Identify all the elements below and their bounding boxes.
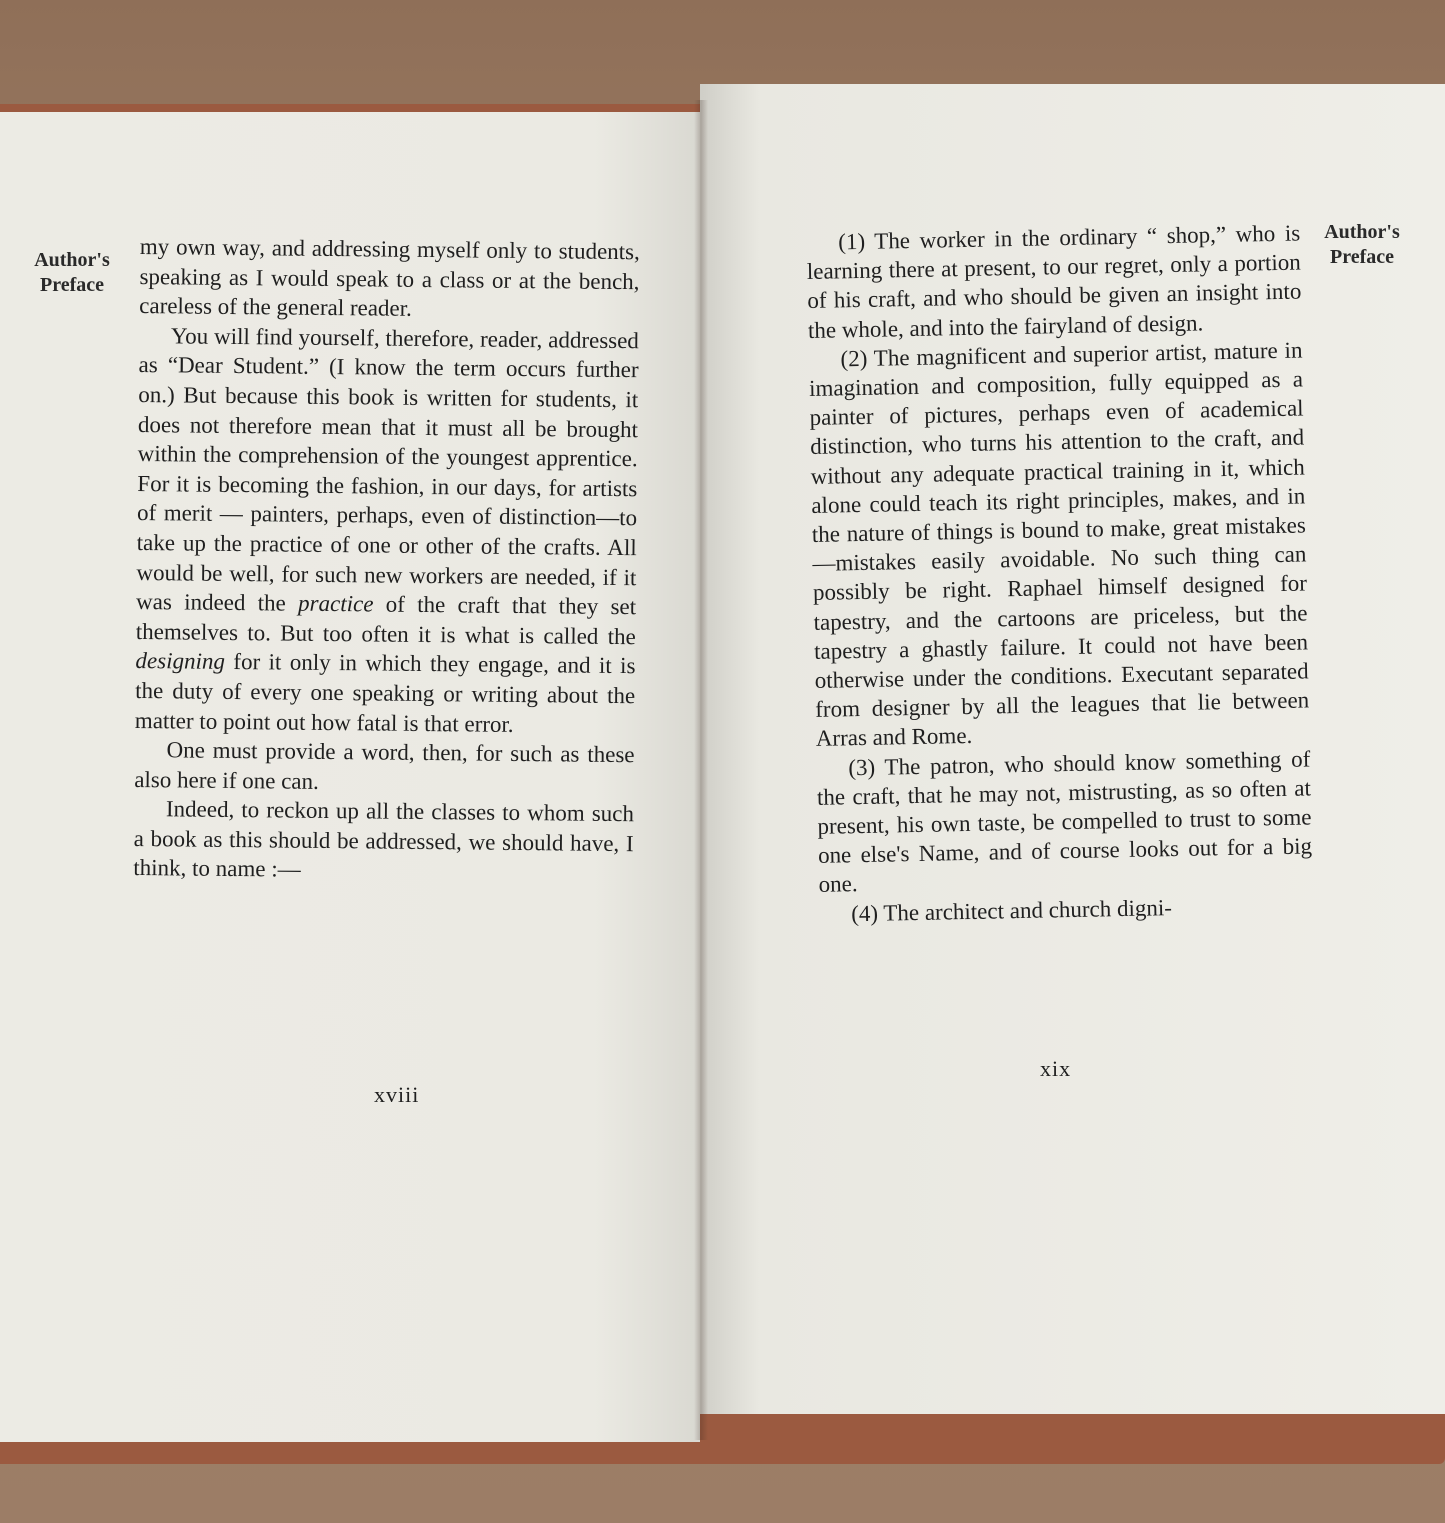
margin-note-line: Preface (39, 274, 105, 296)
margin-note-line: Author's (34, 249, 110, 271)
right-margin-note (1314, 220, 1410, 270)
paragraph-part: You will find yourself, therefore, reader, addressed as “Dear Student.” (I know the term occurs further on.) But because this book is written for students, it does not therefore mean that it must all be brought within the comprehension of the youngest apprentice. For it is becoming the fashion, in our days, for artists of merit — painters, perhaps, even of distinction—to take up the practice of one or other of the crafts. All would be well, for such new workers are needed, if it was indeed the (135, 323, 640, 616)
paragraph (135, 321, 639, 741)
margin-note-line: Author's (1324, 221, 1400, 243)
paragraph-part: of the craft that they set themselves to. But too often it is what is called the (135, 591, 637, 649)
paragraph: my own way, and addressing myself only to students, speaking as I would speak to a class or at the bench, careless of the general reader. (139, 233, 640, 322)
right-page-text (806, 219, 1313, 929)
paragraph: (4) The architect and church digni- (850, 894, 1173, 926)
book-gutter (694, 100, 708, 1440)
paragraph: (1) The worker in the ordinary “ shop,” who is learning there at present, to our regret, only a portion of his craft, and who should be given an insight into the whole, and into the fairyland of design. (806, 220, 1302, 343)
page-number-left: xviii (374, 1082, 420, 1107)
left-margin-note (24, 248, 120, 298)
page-number-right: xix (1040, 1056, 1072, 1081)
paragraph: Indeed, to reckon up all the classes to whom such a book as this should be addressed, we should have, I think, to name :— (133, 796, 635, 883)
italic-term: practice (297, 590, 374, 617)
paragraph: (3) The patron, who should know something of the craft, that he may not, mistrusting, as so often at present, his own taste, be compelled to trust to some one else's Name, and of course looks out for a big one. (816, 746, 1313, 898)
italic-term: designing (135, 648, 226, 675)
paragraph-part: for it only in which they engage, and it is the duty of every one speaking or writing about the matter to point out how fatal is that error. (134, 649, 636, 737)
paragraph: (2) The magnificent and superior artist, mature in imagination and composition, fully equipped as a painter of pictures, perhaps even of academical distinction, who turns his attention to the craft, and without any adequate practical training in it, which alone could teach its right principles, makes, and in the nature of things is bound to make, great mistakes—mistakes easily avoidable. No such thing can possibly be right. Raphael himself designed for tapestry, and the cartoons are priceless, but the tapestry a ghastly failure. It could not have been otherwise under the conditions. Executant separated from designer by all the leagues that lie between Arras and Rome. (808, 337, 1310, 752)
margin-note-line: Preface (1329, 246, 1395, 268)
left-page-text (133, 232, 640, 888)
paragraph: One must provide a word, then, for such as these also here if one can. (134, 737, 635, 794)
